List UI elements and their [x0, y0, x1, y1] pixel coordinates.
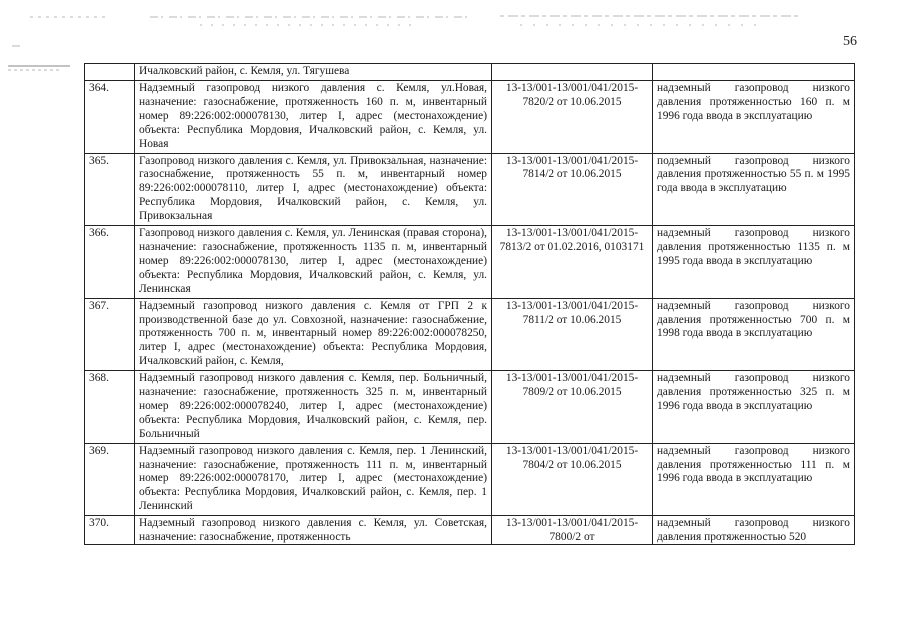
- row-number: 370.: [85, 516, 135, 545]
- row-description: Надземный газопровод низкого давления с. Кемля от ГРП 2 к производственной базе до ул. Совхозной, назначение: газоснабжение, протяженность 700 п. м, инвентарный номер 89:226:002:000078250, литер I, адрес (местонахождение) объекта: Республика Мордовия, Ичалковский район, с. Кемля,: [135, 298, 492, 371]
- row-note: надземный газопровод низкого давления протяженностью 160 п. м 1996 года ввода в эксплуатацию: [653, 81, 855, 154]
- row-description-text: Надземный газопровод низкого давления с. Кемля, ул. Советская, назначение: газоснабжение, протяженность: [139, 517, 487, 544]
- row-number: 367.: [85, 298, 135, 371]
- table-row: [85, 443, 855, 516]
- property-registry-table: [84, 63, 855, 545]
- table-row: [85, 81, 855, 154]
- row-note: [653, 64, 855, 81]
- row-registration: 13-13/001-13/001/041/2015-7820/2 от 10.06.2015: [492, 81, 653, 154]
- row-description: Надземный газопровод низкого давления с. Кемля, пер. 1 Ленинский, назначение: газоснабжение, протяженность 111 п. м, инвентарный номер 89:226:002:000078170, литер I, адрес (местонахождение) объекта: Республика Мордовия, Ичалковский район, с. Кемля, пер. 1 Ленинский: [135, 443, 492, 516]
- row-registration: [492, 64, 653, 81]
- row-note: надземный газопровод низкого давления протяженностью 700 п. м 1998 года ввода в эксплуатацию: [653, 298, 855, 371]
- row-registration: 13-13/001-13/001/041/2015-7804/2 от 10.06.2015: [492, 443, 653, 516]
- table-row: [85, 153, 855, 226]
- row-number: 366.: [85, 226, 135, 299]
- row-registration: 13-13/001-13/001/041/2015-7814/2 от 10.06.2015: [492, 153, 653, 226]
- row-registration-text: 13-13/001-13/001/041/2015-7800/2 от: [505, 517, 639, 544]
- row-note: [653, 516, 855, 545]
- row-description: Ичалковский район, с. Кемля, ул. Тягушева: [135, 64, 492, 81]
- row-description: Надземный газопровод низкого давления с. Кемля, ул.Новая, назначение: газоснабжение, протяженность 160 п. м, инвентарный номер 89:226:002:000078130, литер I, адрес (местонахождение) объекта: Республика Мордовия, Ичалковский район, с. Кемля, ул. Новая: [135, 81, 492, 154]
- row-registration: 13-13/001-13/001/041/2015-7811/2 от 10.06.2015: [492, 298, 653, 371]
- row-number: 365.: [85, 153, 135, 226]
- row-number: [85, 64, 135, 81]
- table-row: [85, 516, 855, 545]
- row-registration: 13-13/001-13/001/041/2015-7813/2 от 01.02.2016, 0103171: [492, 226, 653, 299]
- row-number: 364.: [85, 81, 135, 154]
- row-number: 368.: [85, 371, 135, 444]
- row-description: Газопровод низкого давления с. Кемля, ул. Ленинская (правая сторона), назначение: газоснабжение, протяженность 1135 п. м, инвентарный номер 89:226:002:000078130, литер I, адрес (местонахождение) объекта: Республика Мордовия, Ичалковский район, с. Кемля, ул. Ленинская: [135, 226, 492, 299]
- table-row: [85, 226, 855, 299]
- row-note: подземный газопровод низкого давления протяженностью 55 п. м 1995 года ввода в эксплуатацию: [653, 153, 855, 226]
- row-registration: [492, 516, 653, 545]
- row-number: 369.: [85, 443, 135, 516]
- row-note: надземный газопровод низкого давления протяженностью 325 п. м 1996 года ввода в эксплуатацию: [653, 371, 855, 444]
- row-description: [135, 516, 492, 545]
- page-number: 56: [843, 34, 857, 49]
- row-note: надземный газопровод низкого давления протяженностью 1135 п. м 1995 года ввода в эксплуатацию: [653, 226, 855, 299]
- row-description: Надземный газопровод низкого давления с. Кемля, пер. Больничный, назначение: газоснабжение, протяженность 325 п. м, инвентарный номер 89:226:002:000078240, литер I, адрес (местонахождение) объекта: Республика Мордовия, Ичалковский район, с. Кемля, пер. Больничный: [135, 371, 492, 444]
- row-note: надземный газопровод низкого давления протяженностью 111 п. м 1996 года ввода в эксплуатацию: [653, 443, 855, 516]
- row-note-text: надземный газопровод низкого давления протяженностью 520: [657, 517, 850, 544]
- table-row: [85, 298, 855, 371]
- table-row-continuation: [85, 64, 855, 81]
- row-description: Газопровод низкого давления с. Кемля, ул. Привокзальная, назначение: газоснабжение, протяженность 55 п. м, инвентарный номер 89:226:002:000078110, литер I, адрес (местонахождение) объекта: Республика Мордовия, Ичалковский район, с. Кемля, ул. Привокзальная: [135, 153, 492, 226]
- table-row: [85, 371, 855, 444]
- row-registration: 13-13/001-13/001/041/2015-7809/2 от 10.06.2015: [492, 371, 653, 444]
